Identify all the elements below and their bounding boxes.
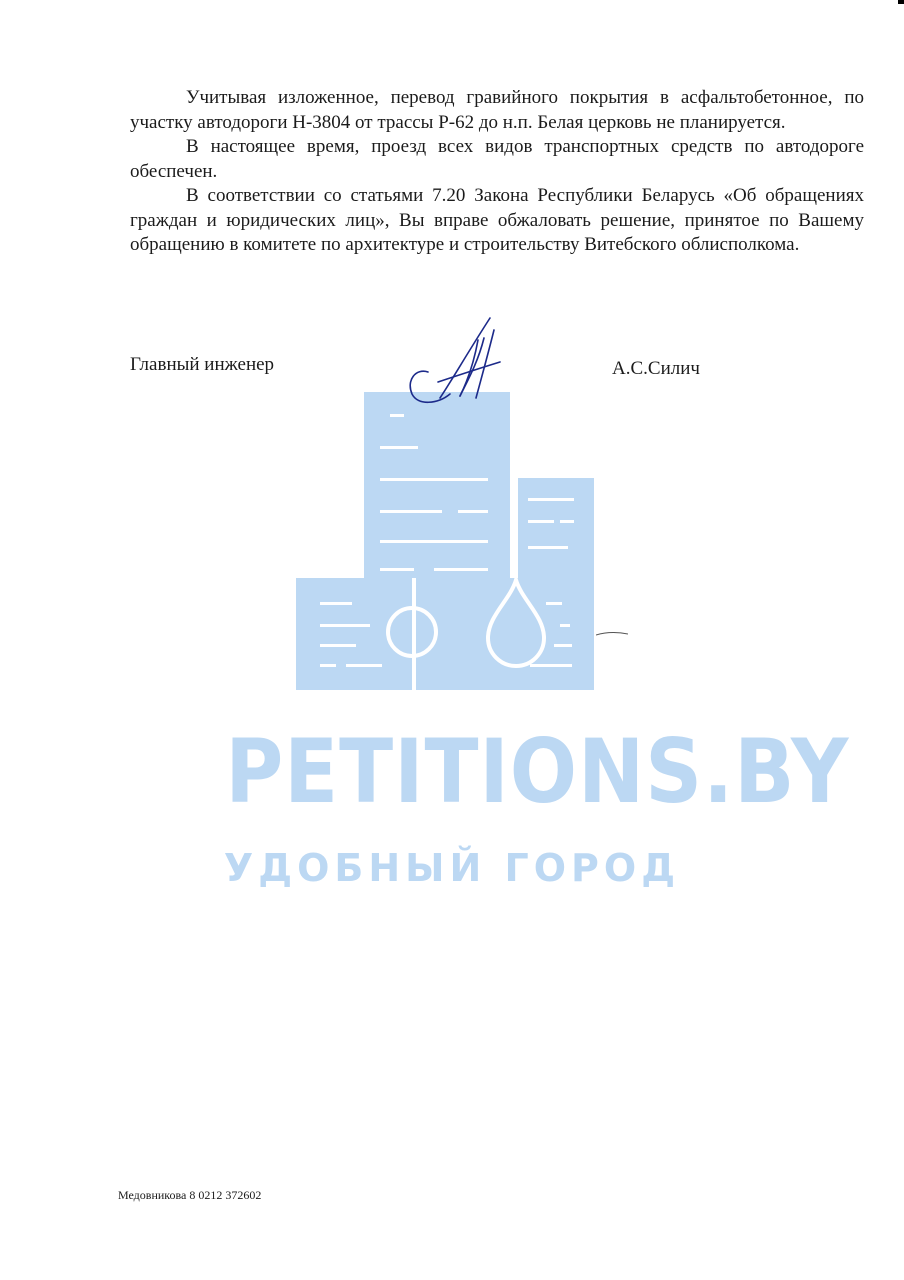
signatory-title: Главный инженер xyxy=(130,354,275,375)
signatory-name: А.С.Силич xyxy=(612,358,700,379)
paragraph-conclusion: Учитывая изложенное, перевод гравийного покрытия в асфальтобетонное, по участку автодороги Н-3804 от трассы Р-62 до н.п. Белая церковь не планируется. xyxy=(130,87,864,133)
handwritten-signature-icon xyxy=(398,310,508,410)
executor-contact: Медовникова 8 0212 372602 xyxy=(118,1188,262,1202)
watermark-subtitle: УДОБНЫЙ ГОРОД xyxy=(223,846,681,890)
paragraph-traffic: В настоящее время, проезд всех видов транспортных средств по автодороге обеспечен. xyxy=(130,136,864,182)
scan-smudge-icon xyxy=(596,632,628,636)
scan-corner-mark xyxy=(898,0,904,4)
watermark-title: PETITIONS.BY xyxy=(225,720,850,823)
letter-body xyxy=(130,86,864,258)
paragraph-appeal-rights: В соответствии со статьями 7.20 Закона Республики Беларусь «Об обращениях граждан и юридических лиц», Вы вправе обжаловать решение, принятое по Вашему обращению в комитете по архитектуре и строительству Витебского облисполкома. xyxy=(130,185,864,255)
